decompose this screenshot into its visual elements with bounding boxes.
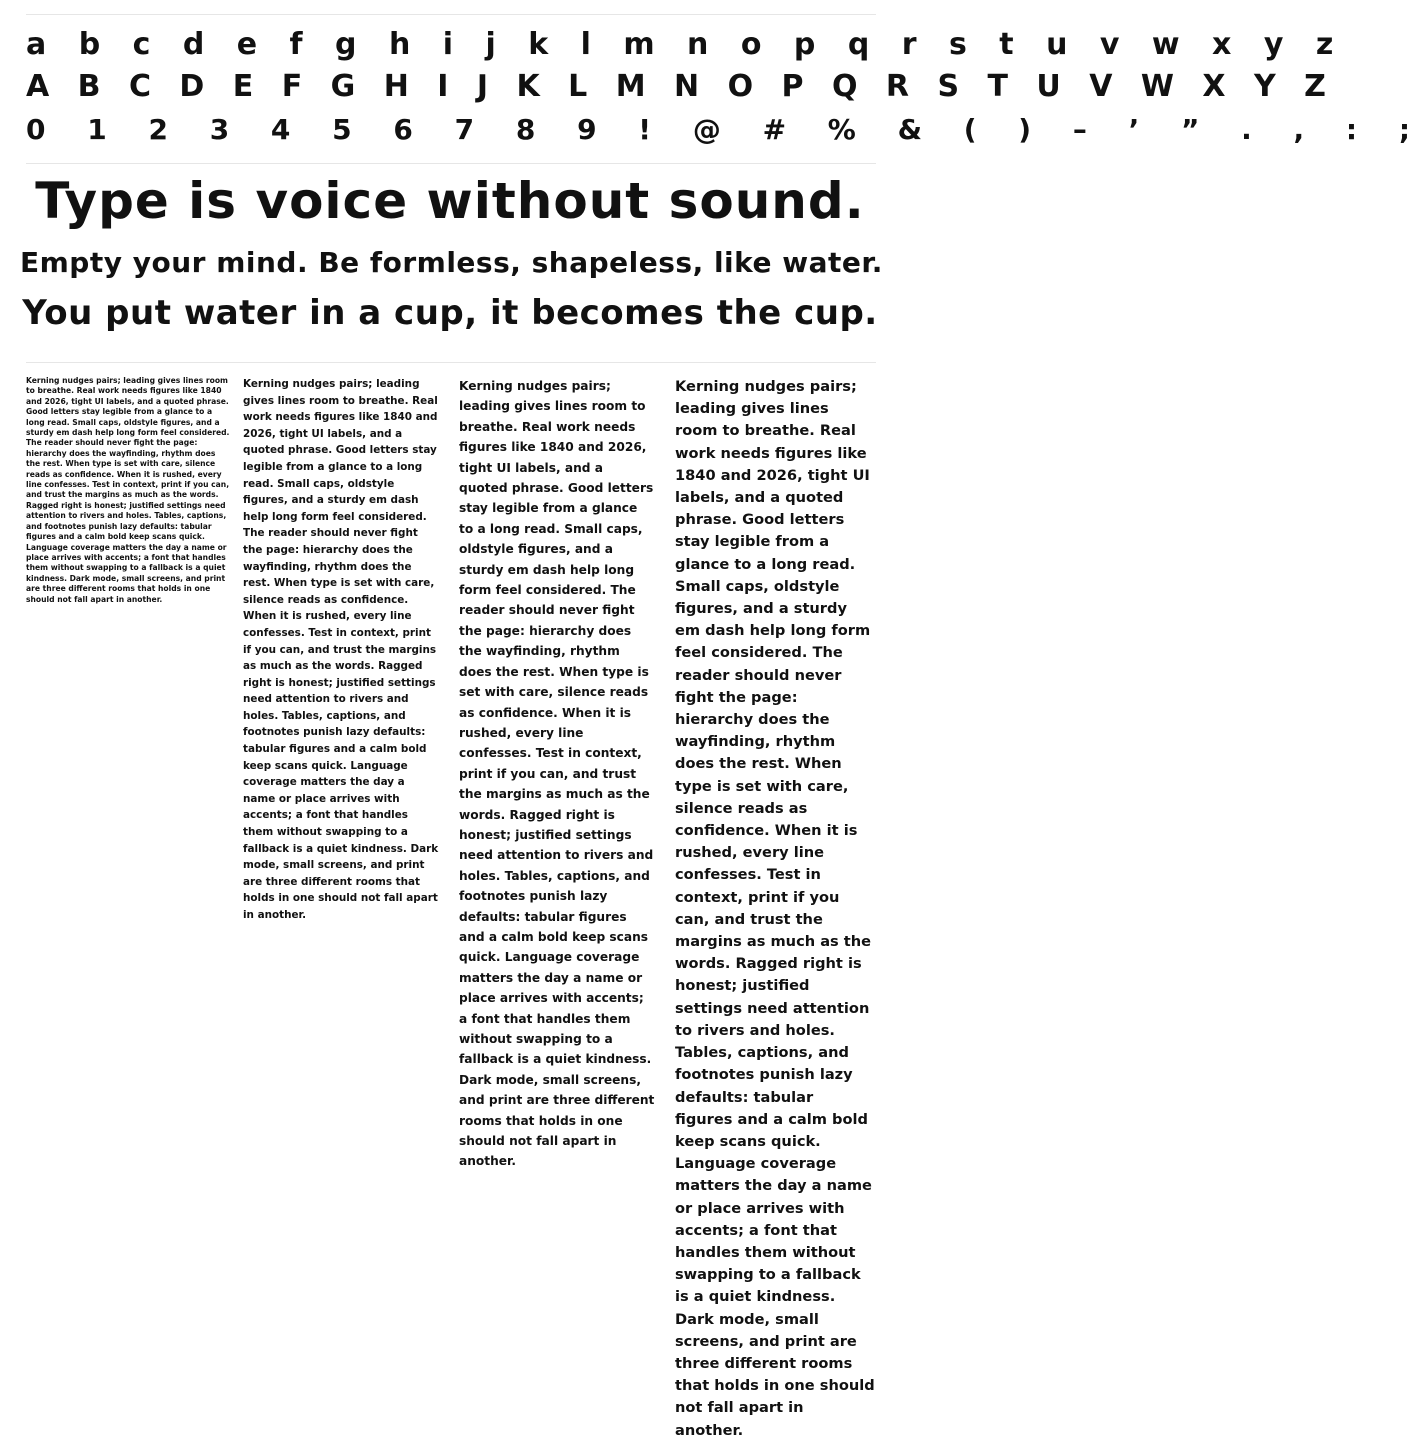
body-column-small: Kerning nudges pairs; leading gives lines room to breathe. Real work needs figures like 1840 and 2026, tight UI labels, and a quoted phrase. Good letters stay legible from a glance to a long read. Small caps, oldstyle figures, and a sturdy em dash help long form feel considered. The reader should never fight the page: hierarchy does the wayfinding, rhythm does the rest. When type is set with care, silence reads as confidence. When it is rushed, every line confesses. Test in context, print if you can, and trust the margins as much as the words. Ragged right is honest; justified settings need attention to rivers and holes. Tables, captions, and footnotes punish lazy defaults: tabular figures and a calm bold keep scans quick. Language coverage matters the day a name or place arrives with accents; a font that handles them without swapping to a fallback is a quiet kindness. Dark mode, small screens, and print are three different rooms that holds in one should not fall apart in another. bbox=[243, 378, 439, 921]
glyphs-divider bbox=[26, 163, 876, 164]
body-column-large: Kerning nudges pairs; leading gives lines room to breathe. Real work needs figures like 1840 and 2026, tight UI labels, and a quoted phrase. Good letters stay legible from a glance to a long read. Small caps, oldstyle figures, and a sturdy em dash help long form feel considered. The reader should never fight the page: hierarchy does the wayfinding, rhythm does the rest. When type is set with care, silence reads as confidence. When it is rushed, every line confesses. Test in context, print if you can, and trust the margins as much as the words. Ragged right is honest; justified settings need attention to rivers and holes. Tables, captions, and footnotes punish lazy defaults: tabular figures and a calm bold keep scans quick. Language coverage matters the day a name or place arrives with accents; a font that handles them without swapping to a fallback is a quiet kindness. Dark mode, small screens, and print are three different rooms that holds in one should not fall apart in another. bbox=[675, 378, 875, 1439]
text-size-waterfall bbox=[0, 376, 900, 1439]
headlines-divider bbox=[26, 362, 876, 363]
top-divider bbox=[26, 14, 876, 15]
lowercase-glyph-row: a b c d e f g h i j k l m n o p q r s t u v w x y z bbox=[26, 27, 1345, 62]
uppercase-glyph-row: A B C D E F G H I J K L M N O P Q R S T U V W X Y Z bbox=[26, 69, 1335, 104]
headline-large: Type is voice without sound. bbox=[35, 172, 865, 230]
body-column-smallest: Kerning nudges pairs; leading gives lines room to breathe. Real work needs figures like 1840 and 2026, tight UI labels, and a quoted phrase. Good letters stay legible from a glance to a long read. Small caps, oldstyle figures, and a sturdy em dash help long form feel considered. The reader should never fight the page: hierarchy does the wayfinding, rhythm does the rest. When type is set with care, silence reads as confidence. When it is rushed, every line confesses. Test in context, print if you can, and trust the margins as much as the words. Ragged right is honest; justified settings need attention to rivers and holes. Tables, captions, and footnotes punish lazy defaults: tabular figures and a calm bold keep scans quick. Language coverage matters the day a name or place arrives with accents; a font that handles them without swapping to a fallback is a quiet kindness. Dark mode, small screens, and print are three different rooms that holds in one should not fall apart in another. bbox=[26, 376, 230, 604]
headline-cup: You put water in a cup, it becomes the cup. bbox=[22, 293, 878, 333]
body-column-medium: Kerning nudges pairs; leading gives lines room to breathe. Real work needs figures like 1840 and 2026, tight UI labels, and a quoted phrase. Good letters stay legible from a glance to a long read. Small caps, oldstyle figures, and a sturdy em dash help long form feel considered. The reader should never fight the page: hierarchy does the wayfinding, rhythm does the rest. When type is set with care, silence reads as confidence. When it is rushed, every line confesses. Test in context, print if you can, and trust the margins as much as the words. Ragged right is honest; justified settings need attention to rivers and holes. Tables, captions, and footnotes punish lazy defaults: tabular figures and a calm bold keep scans quick. Language coverage matters the day a name or place arrives with accents; a font that handles them without swapping to a fallback is a quiet kindness. Dark mode, small screens, and print are three different rooms that holds in one should not fall apart in another. bbox=[459, 379, 655, 1169]
figures-punctuation-row: 0 1 2 3 4 5 6 7 8 9 ! @ # % & ( ) – ’ ” . , : ; bbox=[26, 113, 1426, 146]
headline-medium: Empty your mind. Be formless, shapeless, like water. bbox=[20, 246, 883, 279]
